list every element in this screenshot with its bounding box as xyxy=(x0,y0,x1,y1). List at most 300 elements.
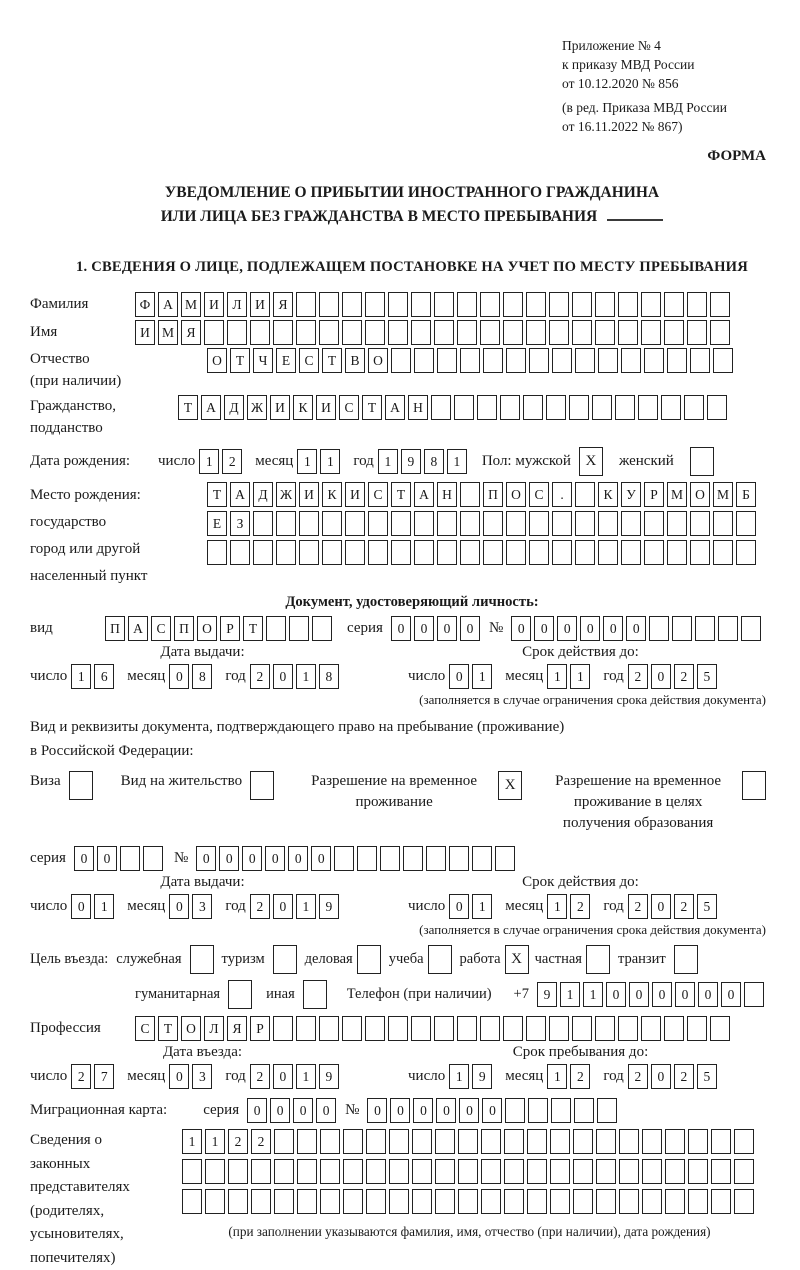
form-cell[interactable]: 1 xyxy=(472,664,492,689)
form-cell[interactable]: Т xyxy=(362,395,382,420)
form-cell[interactable]: 1 xyxy=(296,664,316,689)
form-cell[interactable]: 0 xyxy=(629,982,649,1007)
form-cell[interactable] xyxy=(458,1189,478,1214)
form-cell[interactable] xyxy=(529,348,549,373)
form-cell[interactable] xyxy=(619,1189,639,1214)
form-cell[interactable] xyxy=(549,320,569,345)
form-cell[interactable] xyxy=(711,1189,731,1214)
form-cell[interactable] xyxy=(434,292,454,317)
form-cell[interactable]: 0 xyxy=(675,982,695,1007)
form-cell[interactable] xyxy=(687,1016,707,1041)
form-cell[interactable]: П xyxy=(105,616,125,641)
form-cell[interactable]: 1 xyxy=(547,894,567,919)
form-cell[interactable]: 0 xyxy=(219,846,239,871)
form-cell[interactable] xyxy=(734,1189,754,1214)
form-cell[interactable] xyxy=(435,1159,455,1184)
form-cell[interactable] xyxy=(366,1129,386,1154)
form-cell[interactable] xyxy=(426,846,446,871)
form-cell[interactable] xyxy=(718,616,738,641)
form-cell[interactable]: 2 xyxy=(628,1064,648,1089)
form-cell[interactable]: Ф xyxy=(135,292,155,317)
form-cell[interactable]: 0 xyxy=(603,616,623,641)
form-cell[interactable]: 2 xyxy=(570,1064,590,1089)
form-cell[interactable] xyxy=(506,511,526,536)
form-cell[interactable] xyxy=(431,395,451,420)
form-cell[interactable]: 0 xyxy=(391,616,411,641)
form-cell[interactable]: 0 xyxy=(437,616,457,641)
form-cell[interactable] xyxy=(642,1159,662,1184)
form-cell[interactable] xyxy=(276,511,296,536)
form-cell[interactable] xyxy=(549,292,569,317)
form-cell[interactable] xyxy=(253,540,273,565)
form-cell[interactable] xyxy=(319,292,339,317)
form-cell[interactable] xyxy=(320,1159,340,1184)
purpose-transit-checkbox[interactable] xyxy=(674,945,698,974)
form-cell[interactable]: 1 xyxy=(472,894,492,919)
form-cell[interactable] xyxy=(483,511,503,536)
form-cell[interactable] xyxy=(457,292,477,317)
form-cell[interactable]: 0 xyxy=(449,664,469,689)
form-cell[interactable] xyxy=(621,348,641,373)
form-cell[interactable] xyxy=(688,1159,708,1184)
form-cell[interactable] xyxy=(343,1129,363,1154)
form-cell[interactable] xyxy=(454,395,474,420)
form-cell[interactable] xyxy=(143,846,163,871)
form-cell[interactable] xyxy=(504,1159,524,1184)
purpose-other-checkbox[interactable] xyxy=(303,980,327,1009)
form-cell[interactable]: 5 xyxy=(697,664,717,689)
form-cell[interactable] xyxy=(638,395,658,420)
form-cell[interactable] xyxy=(412,1159,432,1184)
form-cell[interactable] xyxy=(615,395,635,420)
form-cell[interactable]: У xyxy=(621,482,641,507)
form-cell[interactable] xyxy=(273,320,293,345)
form-cell[interactable]: 0 xyxy=(311,846,331,871)
form-cell[interactable] xyxy=(345,511,365,536)
form-cell[interactable] xyxy=(642,1189,662,1214)
form-cell[interactable]: А xyxy=(414,482,434,507)
form-cell[interactable] xyxy=(480,320,500,345)
form-cell[interactable]: П xyxy=(483,482,503,507)
form-cell[interactable] xyxy=(228,1159,248,1184)
sex-female-checkbox[interactable] xyxy=(690,447,714,476)
form-cell[interactable] xyxy=(460,348,480,373)
form-cell[interactable]: 2 xyxy=(628,894,648,919)
form-cell[interactable] xyxy=(319,1016,339,1041)
form-cell[interactable] xyxy=(297,1129,317,1154)
form-cell[interactable]: 0 xyxy=(273,894,293,919)
form-cell[interactable]: Н xyxy=(408,395,428,420)
form-cell[interactable]: 0 xyxy=(242,846,262,871)
form-cell[interactable] xyxy=(736,540,756,565)
form-cell[interactable] xyxy=(661,395,681,420)
form-cell[interactable] xyxy=(365,1016,385,1041)
form-cell[interactable]: 1 xyxy=(296,894,316,919)
form-cell[interactable] xyxy=(526,292,546,317)
form-cell[interactable] xyxy=(458,1129,478,1154)
form-cell[interactable] xyxy=(388,320,408,345)
form-cell[interactable] xyxy=(411,320,431,345)
form-cell[interactable]: 2 xyxy=(250,664,270,689)
form-cell[interactable]: 2 xyxy=(674,1064,694,1089)
form-cell[interactable] xyxy=(458,1159,478,1184)
form-cell[interactable] xyxy=(710,292,730,317)
form-cell[interactable] xyxy=(573,1159,593,1184)
form-cell[interactable]: Т xyxy=(322,348,342,373)
form-cell[interactable] xyxy=(437,540,457,565)
residence-permit-checkbox[interactable] xyxy=(250,771,274,800)
form-cell[interactable] xyxy=(741,616,761,641)
form-cell[interactable]: 1 xyxy=(71,664,91,689)
form-cell[interactable] xyxy=(596,1129,616,1154)
form-cell[interactable] xyxy=(665,1189,685,1214)
form-cell[interactable] xyxy=(480,292,500,317)
form-cell[interactable] xyxy=(687,292,707,317)
form-cell[interactable]: 2 xyxy=(251,1129,271,1154)
form-cell[interactable] xyxy=(251,1159,271,1184)
form-cell[interactable]: 0 xyxy=(413,1098,433,1123)
form-cell[interactable]: Б xyxy=(736,482,756,507)
form-cell[interactable]: 0 xyxy=(651,894,671,919)
form-cell[interactable] xyxy=(342,292,362,317)
form-cell[interactable] xyxy=(460,482,480,507)
form-cell[interactable] xyxy=(649,616,669,641)
sex-male-checkbox[interactable]: X xyxy=(579,447,603,476)
form-cell[interactable]: 2 xyxy=(570,894,590,919)
form-cell[interactable] xyxy=(380,846,400,871)
form-cell[interactable]: 2 xyxy=(674,894,694,919)
form-cell[interactable] xyxy=(574,1098,594,1123)
form-cell[interactable] xyxy=(205,1189,225,1214)
form-cell[interactable] xyxy=(437,348,457,373)
form-cell[interactable]: Т xyxy=(230,348,250,373)
form-cell[interactable] xyxy=(366,1159,386,1184)
form-cell[interactable]: 9 xyxy=(401,449,421,474)
form-cell[interactable]: 2 xyxy=(250,894,270,919)
form-cell[interactable]: Р xyxy=(250,1016,270,1041)
form-cell[interactable]: 9 xyxy=(319,1064,339,1089)
form-cell[interactable]: И xyxy=(316,395,336,420)
form-cell[interactable] xyxy=(253,511,273,536)
form-cell[interactable]: 0 xyxy=(288,846,308,871)
form-cell[interactable]: 1 xyxy=(378,449,398,474)
form-cell[interactable] xyxy=(320,1129,340,1154)
form-cell[interactable]: 0 xyxy=(534,616,554,641)
form-cell[interactable] xyxy=(552,348,572,373)
form-cell[interactable]: С xyxy=(151,616,171,641)
form-cell[interactable] xyxy=(389,1189,409,1214)
form-cell[interactable] xyxy=(205,1159,225,1184)
form-cell[interactable]: Т xyxy=(178,395,198,420)
form-cell[interactable] xyxy=(299,511,319,536)
form-cell[interactable] xyxy=(389,1159,409,1184)
form-cell[interactable]: 1 xyxy=(449,1064,469,1089)
form-cell[interactable] xyxy=(713,348,733,373)
form-cell[interactable] xyxy=(411,292,431,317)
purpose-private-checkbox[interactable] xyxy=(586,945,610,974)
form-cell[interactable] xyxy=(503,1016,523,1041)
form-cell[interactable]: 2 xyxy=(674,664,694,689)
form-cell[interactable]: И xyxy=(135,320,155,345)
form-cell[interactable]: К xyxy=(598,482,618,507)
form-cell[interactable]: 1 xyxy=(297,449,317,474)
form-cell[interactable] xyxy=(274,1129,294,1154)
form-cell[interactable] xyxy=(598,540,618,565)
form-cell[interactable]: Т xyxy=(158,1016,178,1041)
form-cell[interactable]: 0 xyxy=(169,664,189,689)
form-cell[interactable]: 0 xyxy=(414,616,434,641)
form-cell[interactable]: 8 xyxy=(424,449,444,474)
form-cell[interactable]: Д xyxy=(224,395,244,420)
form-cell[interactable] xyxy=(495,846,515,871)
form-cell[interactable] xyxy=(365,292,385,317)
form-cell[interactable]: 1 xyxy=(320,449,340,474)
form-cell[interactable] xyxy=(434,1016,454,1041)
form-cell[interactable] xyxy=(550,1189,570,1214)
form-cell[interactable] xyxy=(207,540,227,565)
form-cell[interactable]: А xyxy=(158,292,178,317)
form-cell[interactable] xyxy=(504,1129,524,1154)
form-cell[interactable] xyxy=(320,1189,340,1214)
form-cell[interactable] xyxy=(481,1159,501,1184)
form-cell[interactable] xyxy=(296,320,316,345)
form-cell[interactable]: 0 xyxy=(247,1098,267,1123)
temp-residence-edu-checkbox[interactable] xyxy=(742,771,766,800)
form-cell[interactable] xyxy=(273,1016,293,1041)
form-cell[interactable] xyxy=(391,511,411,536)
form-cell[interactable] xyxy=(688,1129,708,1154)
form-cell[interactable]: О xyxy=(368,348,388,373)
form-cell[interactable]: 0 xyxy=(367,1098,387,1123)
form-cell[interactable] xyxy=(343,1189,363,1214)
form-cell[interactable]: Т xyxy=(391,482,411,507)
form-cell[interactable] xyxy=(690,540,710,565)
form-cell[interactable] xyxy=(289,616,309,641)
form-cell[interactable]: М xyxy=(667,482,687,507)
form-cell[interactable]: С xyxy=(368,482,388,507)
form-cell[interactable] xyxy=(667,540,687,565)
purpose-humanitarian-checkbox[interactable] xyxy=(228,980,252,1009)
form-cell[interactable] xyxy=(480,1016,500,1041)
form-cell[interactable] xyxy=(734,1129,754,1154)
form-cell[interactable]: К xyxy=(322,482,342,507)
form-cell[interactable] xyxy=(266,616,286,641)
form-cell[interactable] xyxy=(368,511,388,536)
form-cell[interactable] xyxy=(642,1129,662,1154)
form-cell[interactable]: 1 xyxy=(199,449,219,474)
form-cell[interactable] xyxy=(435,1129,455,1154)
temp-residence-checkbox[interactable]: X xyxy=(498,771,522,800)
form-cell[interactable] xyxy=(736,511,756,536)
form-cell[interactable]: А xyxy=(201,395,221,420)
form-cell[interactable]: Т xyxy=(243,616,263,641)
form-cell[interactable] xyxy=(664,1016,684,1041)
form-cell[interactable]: 1 xyxy=(182,1129,202,1154)
form-cell[interactable]: Е xyxy=(207,511,227,536)
form-cell[interactable] xyxy=(274,1159,294,1184)
form-cell[interactable]: 0 xyxy=(316,1098,336,1123)
form-cell[interactable] xyxy=(414,348,434,373)
form-cell[interactable]: 1 xyxy=(570,664,590,689)
form-cell[interactable] xyxy=(526,320,546,345)
form-cell[interactable] xyxy=(388,292,408,317)
form-cell[interactable] xyxy=(707,395,727,420)
form-cell[interactable] xyxy=(744,982,764,1007)
form-cell[interactable] xyxy=(391,348,411,373)
form-cell[interactable] xyxy=(457,320,477,345)
form-cell[interactable] xyxy=(572,320,592,345)
form-cell[interactable] xyxy=(664,292,684,317)
form-cell[interactable] xyxy=(551,1098,571,1123)
form-cell[interactable]: 5 xyxy=(697,1064,717,1089)
form-cell[interactable]: О xyxy=(197,616,217,641)
form-cell[interactable] xyxy=(572,292,592,317)
form-cell[interactable] xyxy=(575,511,595,536)
form-cell[interactable] xyxy=(596,1159,616,1184)
form-cell[interactable] xyxy=(573,1129,593,1154)
form-cell[interactable] xyxy=(575,348,595,373)
form-cell[interactable]: 0 xyxy=(449,894,469,919)
form-cell[interactable] xyxy=(552,540,572,565)
form-cell[interactable]: 9 xyxy=(319,894,339,919)
form-cell[interactable]: 0 xyxy=(436,1098,456,1123)
form-cell[interactable] xyxy=(597,1098,617,1123)
form-cell[interactable] xyxy=(481,1129,501,1154)
form-cell[interactable] xyxy=(569,395,589,420)
form-cell[interactable] xyxy=(503,292,523,317)
form-cell[interactable]: А xyxy=(128,616,148,641)
form-cell[interactable] xyxy=(621,511,641,536)
form-cell[interactable]: 0 xyxy=(651,664,671,689)
form-cell[interactable]: 0 xyxy=(459,1098,479,1123)
form-cell[interactable]: 0 xyxy=(698,982,718,1007)
form-cell[interactable] xyxy=(457,1016,477,1041)
form-cell[interactable]: 0 xyxy=(460,616,480,641)
purpose-tourism-checkbox[interactable] xyxy=(273,945,297,974)
form-cell[interactable]: З xyxy=(230,511,250,536)
form-cell[interactable] xyxy=(299,540,319,565)
form-cell[interactable] xyxy=(595,1016,615,1041)
form-cell[interactable]: О xyxy=(181,1016,201,1041)
purpose-work-checkbox[interactable]: X xyxy=(505,945,529,974)
form-cell[interactable]: 8 xyxy=(192,664,212,689)
form-cell[interactable] xyxy=(690,511,710,536)
form-cell[interactable]: 0 xyxy=(511,616,531,641)
form-cell[interactable] xyxy=(342,1016,362,1041)
form-cell[interactable] xyxy=(667,511,687,536)
form-cell[interactable]: С xyxy=(299,348,319,373)
form-cell[interactable] xyxy=(550,1129,570,1154)
form-cell[interactable]: 2 xyxy=(228,1129,248,1154)
form-cell[interactable] xyxy=(228,1189,248,1214)
form-cell[interactable]: 0 xyxy=(273,664,293,689)
form-cell[interactable] xyxy=(472,846,492,871)
form-cell[interactable] xyxy=(710,1016,730,1041)
form-cell[interactable] xyxy=(687,320,707,345)
form-cell[interactable]: Р xyxy=(220,616,240,641)
form-cell[interactable] xyxy=(595,320,615,345)
form-cell[interactable] xyxy=(550,1159,570,1184)
form-cell[interactable]: Я xyxy=(181,320,201,345)
form-cell[interactable] xyxy=(250,320,270,345)
form-cell[interactable] xyxy=(641,320,661,345)
form-cell[interactable] xyxy=(618,320,638,345)
form-cell[interactable]: Ж xyxy=(247,395,267,420)
form-cell[interactable] xyxy=(414,511,434,536)
form-cell[interactable]: И xyxy=(345,482,365,507)
form-cell[interactable]: М xyxy=(181,292,201,317)
form-cell[interactable]: 0 xyxy=(270,1098,290,1123)
form-cell[interactable]: 1 xyxy=(583,982,603,1007)
form-cell[interactable]: Д xyxy=(253,482,273,507)
form-cell[interactable] xyxy=(695,616,715,641)
form-cell[interactable]: 0 xyxy=(651,1064,671,1089)
form-cell[interactable] xyxy=(527,1129,547,1154)
form-cell[interactable] xyxy=(665,1129,685,1154)
form-cell[interactable]: Л xyxy=(227,292,247,317)
form-cell[interactable] xyxy=(500,395,520,420)
form-cell[interactable] xyxy=(644,348,664,373)
form-cell[interactable] xyxy=(389,1129,409,1154)
form-cell[interactable] xyxy=(120,846,140,871)
form-cell[interactable] xyxy=(483,348,503,373)
form-cell[interactable] xyxy=(412,1189,432,1214)
form-cell[interactable]: 1 xyxy=(547,664,567,689)
form-cell[interactable]: Я xyxy=(273,292,293,317)
form-cell[interactable] xyxy=(618,1016,638,1041)
form-cell[interactable] xyxy=(619,1129,639,1154)
form-cell[interactable] xyxy=(595,292,615,317)
form-cell[interactable]: 0 xyxy=(71,894,91,919)
form-cell[interactable] xyxy=(296,1016,316,1041)
form-cell[interactable]: О xyxy=(506,482,526,507)
form-cell[interactable]: Н xyxy=(437,482,457,507)
form-cell[interactable]: 6 xyxy=(94,664,114,689)
form-cell[interactable] xyxy=(527,1189,547,1214)
form-cell[interactable]: 1 xyxy=(296,1064,316,1089)
form-cell[interactable]: 0 xyxy=(74,846,94,871)
form-cell[interactable] xyxy=(437,511,457,536)
form-cell[interactable] xyxy=(449,846,469,871)
form-cell[interactable] xyxy=(297,1189,317,1214)
form-cell[interactable] xyxy=(297,1159,317,1184)
form-cell[interactable] xyxy=(644,511,664,536)
form-cell[interactable] xyxy=(503,320,523,345)
form-cell[interactable]: С xyxy=(135,1016,155,1041)
form-cell[interactable] xyxy=(342,320,362,345)
visa-checkbox[interactable] xyxy=(69,771,93,800)
form-cell[interactable] xyxy=(434,320,454,345)
form-cell[interactable] xyxy=(598,348,618,373)
form-cell[interactable] xyxy=(365,320,385,345)
form-cell[interactable]: В xyxy=(345,348,365,373)
form-cell[interactable] xyxy=(435,1189,455,1214)
form-cell[interactable]: 0 xyxy=(626,616,646,641)
form-cell[interactable] xyxy=(546,395,566,420)
form-cell[interactable]: 0 xyxy=(557,616,577,641)
form-cell[interactable] xyxy=(204,320,224,345)
form-cell[interactable]: 0 xyxy=(606,982,626,1007)
purpose-business-checkbox[interactable] xyxy=(357,945,381,974)
form-cell[interactable] xyxy=(572,1016,592,1041)
form-cell[interactable]: . xyxy=(552,482,572,507)
form-cell[interactable]: 1 xyxy=(560,982,580,1007)
form-cell[interactable]: 0 xyxy=(169,894,189,919)
form-cell[interactable]: 1 xyxy=(205,1129,225,1154)
form-cell[interactable] xyxy=(529,540,549,565)
form-cell[interactable] xyxy=(684,395,704,420)
form-cell[interactable]: Е xyxy=(276,348,296,373)
